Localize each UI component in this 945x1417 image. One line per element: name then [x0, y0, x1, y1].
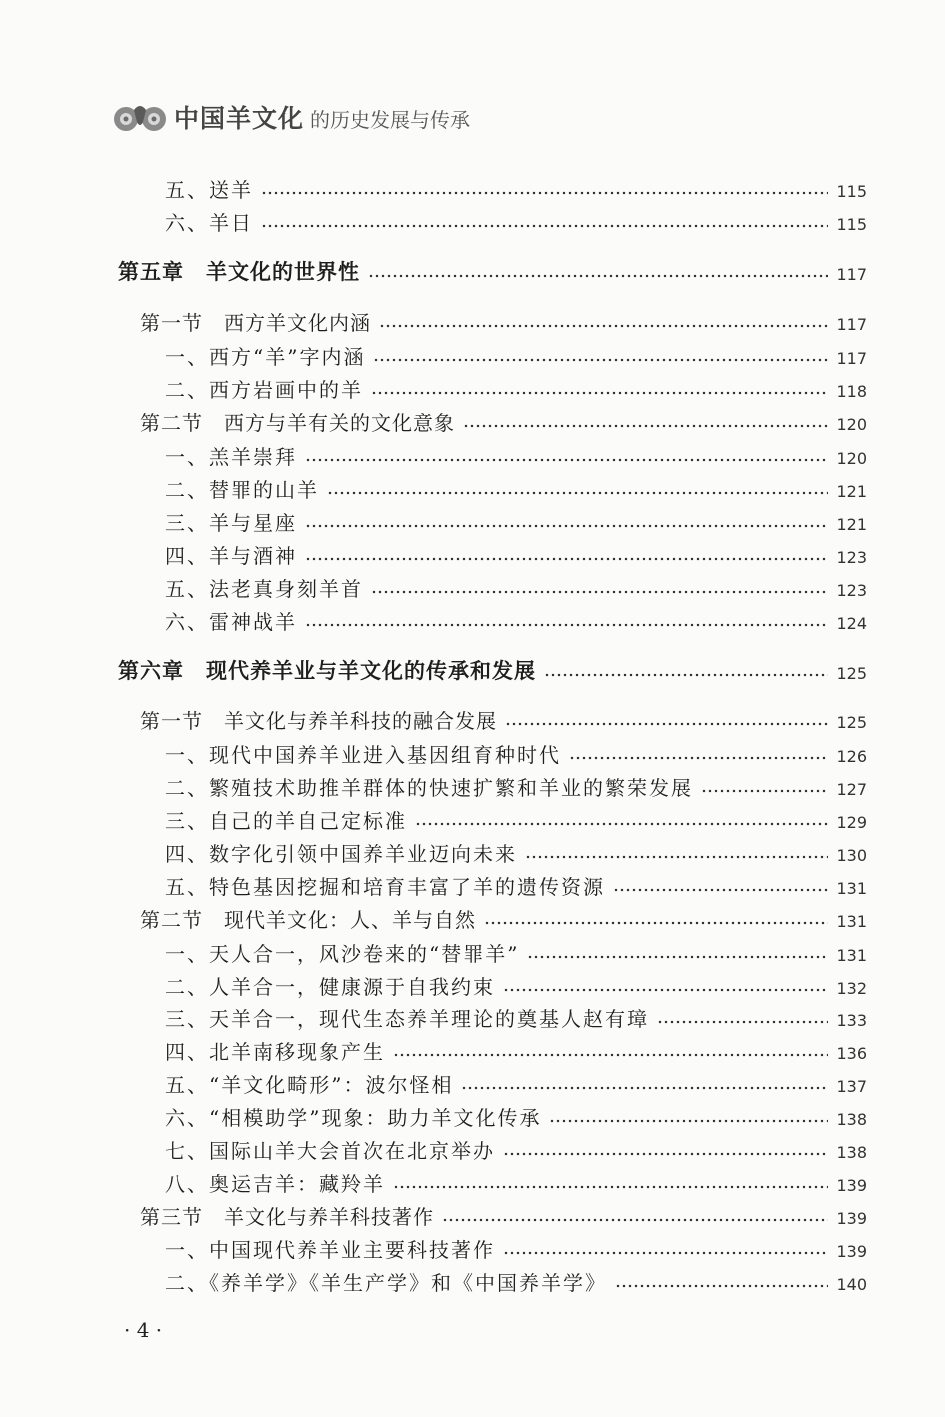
toc-page-number: 127 [836, 779, 867, 799]
toc-item-row [0, 804, 945, 834]
toc-page-number: 131 [836, 911, 867, 931]
toc-entry-title: 二、人羊合一，健康源于自我约束 [165, 974, 495, 999]
dot-leader [305, 524, 828, 528]
toc-page-number: 133 [836, 1010, 867, 1030]
toc-entry-title: 第三节 羊文化与养羊科技著作 [140, 1204, 434, 1229]
toc-item-row [0, 572, 945, 602]
header-title-rest: 的历史发展与传承 [310, 108, 471, 132]
toc-page-number: 126 [836, 746, 867, 766]
toc-item-row [0, 1002, 945, 1032]
toc-item-row [0, 473, 945, 503]
toc-page-number: 131 [836, 878, 867, 898]
toc-page-number: 117 [836, 264, 867, 284]
toc-page-number: 118 [836, 381, 867, 401]
toc-entry-title: 六、雷神战羊 [165, 609, 297, 634]
toc-item-row [0, 870, 945, 900]
toc-entry-title: 七、国际山羊大会首次在北京举办 [165, 1138, 495, 1163]
toc-page-number: 121 [836, 481, 867, 501]
toc-page-number: 136 [836, 1043, 867, 1063]
dot-leader [305, 557, 828, 561]
toc-page-number: 131 [836, 945, 867, 965]
toc-item-row [0, 771, 945, 801]
toc-item-row [0, 206, 945, 236]
toc-entry-title: 一、现代中国养羊业进入基因组育种时代 [165, 742, 561, 767]
dot-leader [503, 988, 828, 992]
toc-section-row [0, 406, 945, 436]
toc-item-row [0, 605, 945, 635]
toc-item-row [0, 440, 945, 470]
dot-leader [327, 491, 828, 495]
dot-leader [503, 1251, 828, 1255]
toc-page-number: 115 [836, 181, 867, 201]
toc-page-number: 129 [836, 812, 867, 832]
toc-page-number: 123 [836, 547, 867, 567]
dot-leader [305, 623, 828, 627]
toc-page-number: 137 [836, 1076, 867, 1096]
toc-entry-title: 三、自己的羊自己定标准 [165, 808, 407, 833]
dot-leader [657, 1020, 828, 1024]
dot-leader [569, 756, 828, 760]
toc-page-number: 132 [836, 978, 867, 998]
dot-leader [505, 722, 828, 726]
dot-leader [393, 1185, 828, 1189]
dot-leader [371, 590, 828, 594]
toc-page-number: 125 [836, 712, 867, 732]
toc-page-number: 130 [836, 845, 867, 865]
toc-section-row [0, 1200, 945, 1230]
toc-entry-title: 三、羊与星座 [165, 510, 297, 535]
toc-entry-title: 六、羊日 [165, 210, 253, 235]
toc-item-row [0, 373, 945, 403]
toc-page-number: 139 [836, 1208, 867, 1228]
dot-leader [415, 822, 828, 826]
dot-leader [261, 224, 828, 228]
toc-section-row [0, 306, 945, 336]
toc-page-number: 121 [836, 514, 867, 534]
toc-item-row [0, 1035, 945, 1065]
page-number: · 4 · [124, 1318, 163, 1342]
dot-leader [373, 358, 828, 362]
toc-item-row [0, 1167, 945, 1197]
dot-leader [393, 1053, 828, 1057]
toc-entry-title: 第五章 羊文化的世界性 [118, 260, 360, 284]
toc-entry-title: 第一节 羊文化与养羊科技的融合发展 [140, 708, 497, 733]
toc-entry-title: 四、数字化引领中国养羊业迈向未来 [165, 841, 517, 866]
dot-leader [261, 191, 828, 195]
dot-leader [368, 274, 828, 278]
toc-page-number: 117 [836, 314, 867, 334]
toc-entry-title: 一、西方“羊”字内涵 [165, 344, 366, 369]
toc-item-row [0, 340, 945, 370]
dot-leader [371, 391, 828, 395]
dot-leader [503, 1152, 828, 1156]
toc-item-row [0, 738, 945, 768]
toc-item-row [0, 837, 945, 867]
toc-page-number: 138 [836, 1109, 867, 1129]
toc-entry-title: 六、“相模助学”现象：助力羊文化传承 [165, 1105, 542, 1130]
toc-item-row [0, 937, 945, 967]
toc-entry-title: 三、天羊合一，现代生态养羊理论的奠基人赵有璋 [165, 1006, 649, 1031]
toc-item-row [0, 1134, 945, 1164]
toc-entry-title: 二、繁殖技术助推羊群体的快速扩繁和羊业的繁荣发展 [165, 775, 693, 800]
toc-page-number: 140 [836, 1274, 867, 1294]
toc-page-number: 120 [836, 448, 867, 468]
toc-entry-title: 四、北羊南移现象产生 [165, 1039, 385, 1064]
toc-item-row [0, 1266, 945, 1296]
toc-page-number: 117 [836, 348, 867, 368]
dot-leader [461, 1086, 828, 1090]
toc-entry-title: 第六章 现代养羊业与羊文化的传承和发展 [118, 659, 536, 683]
dot-leader [484, 921, 828, 925]
dot-leader [463, 424, 828, 428]
toc-item-row [0, 970, 945, 1000]
toc-item-row [0, 506, 945, 536]
toc-entry-title: 第二节 西方与羊有关的文化意象 [140, 410, 455, 435]
toc-item-row [0, 1068, 945, 1098]
dot-leader [527, 955, 828, 959]
toc-entry-title: 二、替罪的山羊 [165, 477, 319, 502]
toc-page-number: 139 [836, 1241, 867, 1261]
toc-entry-title: 一、羔羊崇拜 [165, 444, 297, 469]
toc-page-number: 125 [836, 663, 867, 683]
dot-leader [615, 1284, 828, 1288]
toc-page-number: 139 [836, 1175, 867, 1195]
toc-section-row [0, 903, 945, 933]
toc-page-number: 120 [836, 414, 867, 434]
toc-page-number: 138 [836, 1142, 867, 1162]
toc-entry-title: 一、中国现代养羊业主要科技著作 [165, 1237, 495, 1262]
header-title-bold: 中国羊文化 [174, 104, 305, 133]
dot-leader [525, 855, 828, 859]
toc-entry-title: 八、奥运吉羊：藏羚羊 [165, 1171, 385, 1196]
toc-entry-title: 五、特色基因挖掘和培育丰富了羊的遗传资源 [165, 874, 605, 899]
toc-entry-title: 二、《养羊学》《羊生产学》和《中国养羊学》 [165, 1270, 607, 1295]
dot-leader [613, 888, 828, 892]
toc-item-row [0, 173, 945, 203]
toc-entry-title: 四、羊与酒神 [165, 543, 297, 568]
toc-entry-title: 五、送羊 [165, 177, 253, 202]
dot-leader [544, 673, 828, 677]
toc-item-row [0, 539, 945, 569]
toc-entry-title: 第二节 现代羊文化：人、羊与自然 [140, 907, 476, 932]
toc-page-number: 115 [836, 214, 867, 234]
toc-item-row [0, 1101, 945, 1131]
dot-leader [379, 324, 828, 328]
toc-entry-title: 五、法老真身刻羊首 [165, 576, 363, 601]
toc-entry-title: 一、天人合一，风沙卷来的“替罪羊” [165, 941, 520, 966]
toc-chapter-row [0, 655, 945, 685]
toc-section-row [0, 704, 945, 734]
toc-page-number: 123 [836, 580, 867, 600]
toc-entry-title: 五、“羊文化畸形”：波尔怪相 [165, 1072, 454, 1097]
toc-item-row [0, 1233, 945, 1263]
toc-chapter-row [0, 256, 945, 286]
toc-entry-title: 二、西方岩画中的羊 [165, 377, 363, 402]
dot-leader [305, 458, 828, 462]
toc-entry-title: 第一节 西方羊文化内涵 [140, 310, 371, 335]
dot-leader [549, 1119, 828, 1123]
dot-leader [442, 1218, 828, 1222]
dot-leader [701, 789, 828, 793]
toc-page-number: 124 [836, 613, 867, 633]
